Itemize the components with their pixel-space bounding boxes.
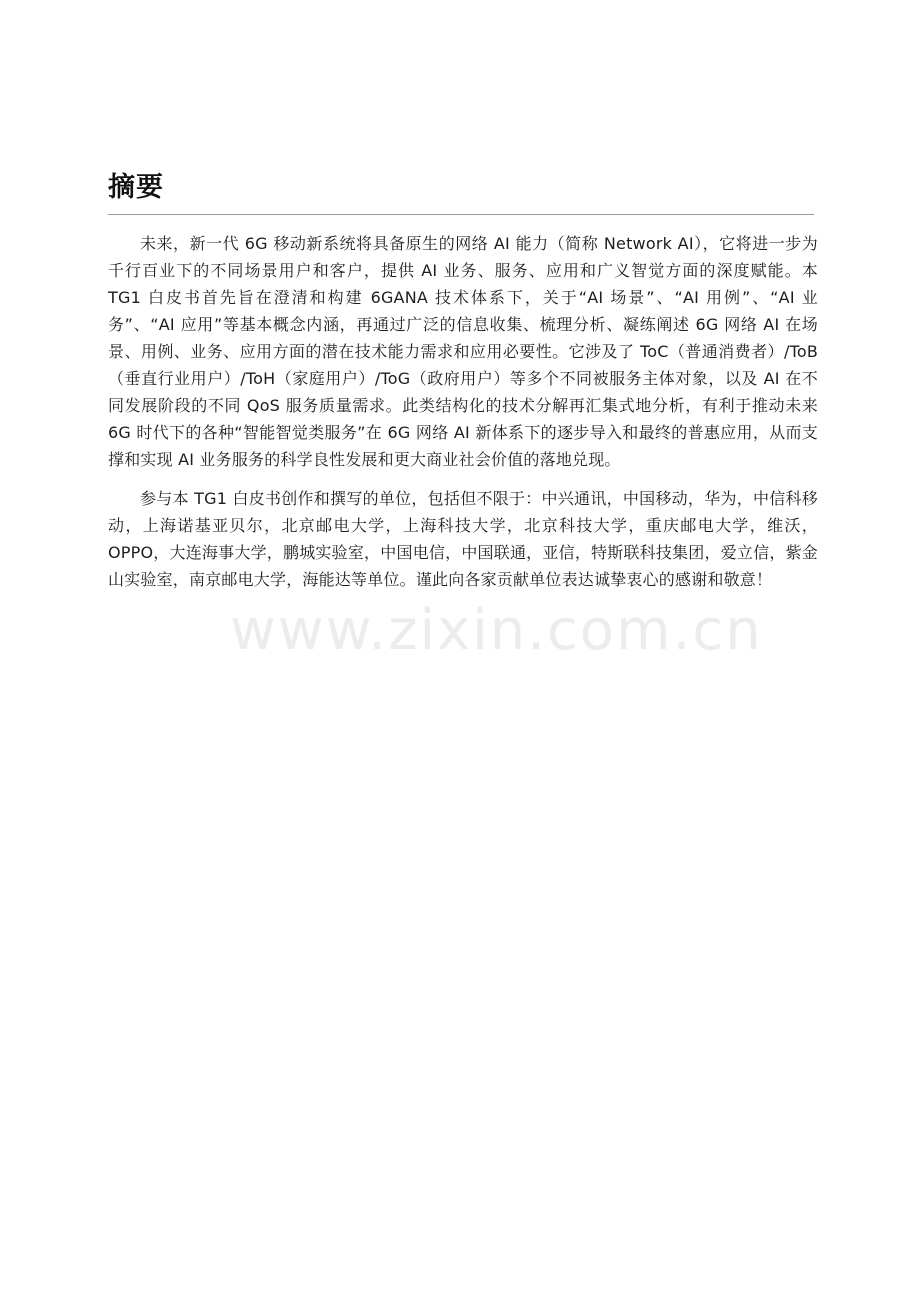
abstract-body bbox=[108, 230, 818, 605]
abstract-paragraph: 未来，新一代 6G 移动新系统将具备原生的网络 AI 能力（简称 Network AI），它将进一步为千行百业下的不同场景用户和客户，提供 AI 业务、服务、应用和广义智觉方面的深度赋能。本 TG1 白皮书首先旨在澄清和构建 6GANA 技术体系下，关于“AI 场景”、“AI 用例”、“AI 业务”、“AI 应用”等基本概念内涵，再通过广泛的信息收集、梳理分析、凝练阐述 6G 网络 AI 在场景、用例、业务、应用方面的潜在技术能力需求和应用必要性。它涉及了 ToC（普通消费者）/ToB（垂直行业用户）/ToH（家庭用户）/ToG（政府用户）等多个不同被服务主体对象，以及 AI 在不同发展阶段的不同 QoS 服务质量需求。此类结构化的技术分解再汇集式地分析，有利于推动未来 6G 时代下的各种“智能智觉类服务”在 6G 网络 AI 新体系下的逐步导入和最终的普惠应用，从而支撑和实现 AI 业务服务的科学良性发展和更大商业社会价值的落地兑现。 bbox=[108, 234, 818, 469]
heading-divider bbox=[108, 214, 814, 215]
contributors-paragraph: 参与本 TG1 白皮书创作和撰写的单位，包括但不限于：中兴通讯，中国移动，华为，中信科移动，上海诺基亚贝尔，北京邮电大学，上海科技大学，北京科技大学，重庆邮电大学，维沃，OPPO，大连海事大学，鹏城实验室，中国电信，中国联通，亚信，特斯联科技集团，爱立信，紫金山实验室，南京邮电大学，海能达等单位。谨此向各家贡献单位表达诚挚衷心的感谢和敬意！ bbox=[108, 489, 818, 589]
section-heading: 摘要 bbox=[108, 172, 164, 203]
site-watermark: www.zixin.com.cn bbox=[230, 598, 763, 663]
